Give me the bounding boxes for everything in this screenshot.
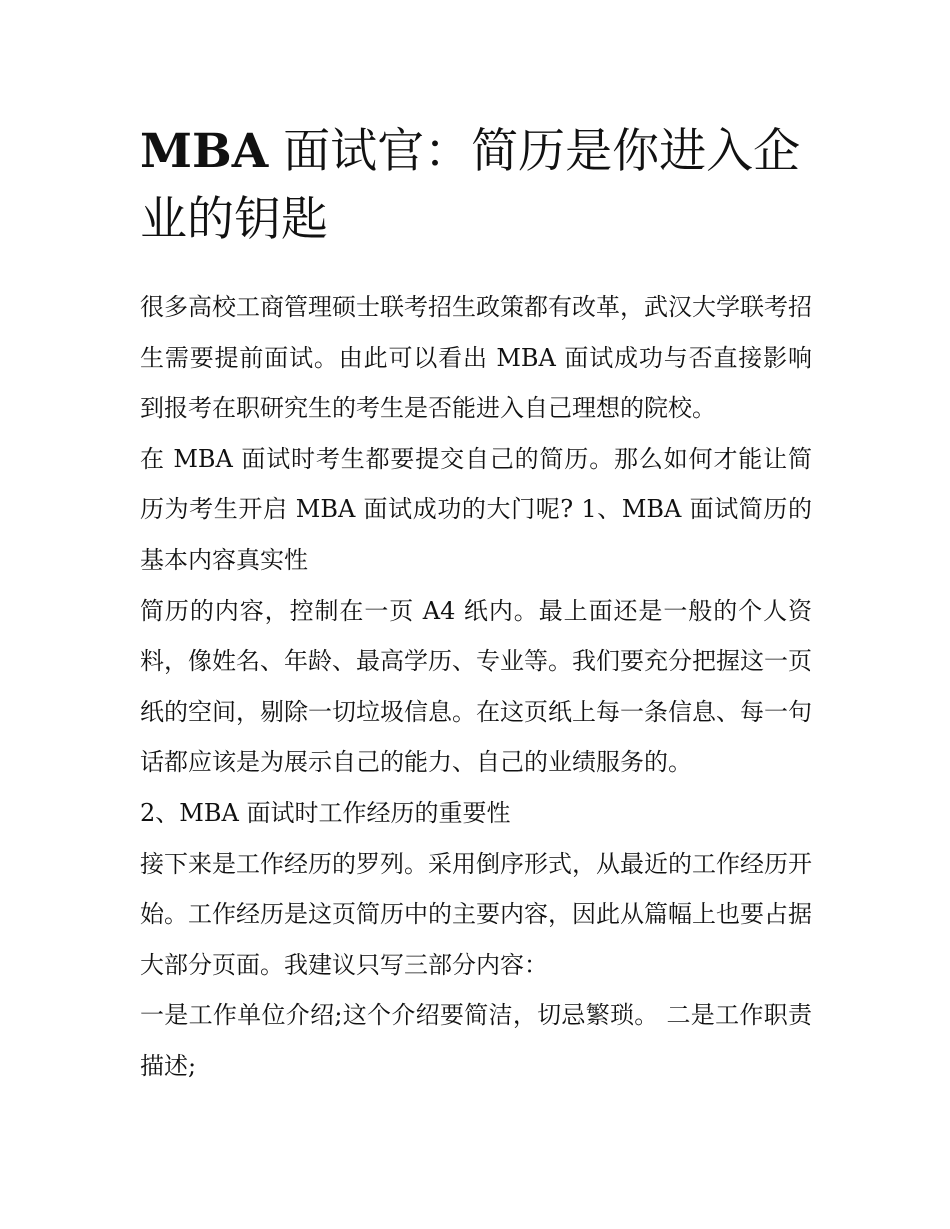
title-text: 面试官：简历是你进入企业的钥匙: [140, 124, 801, 247]
document-title: [140, 118, 812, 254]
paragraph-resume-content: 简历的内容，控制在一页 A4 纸内。最上面还是一般的个人资料，像姓名、年龄、最高学历、专业等。我们要充分把握这一页纸的空间，剔除一切垃圾信息。在这页纸上每一条信息、每一句话都应该是为展示自己的能力、自己的业绩服务的。: [140, 596, 812, 777]
paragraph-resume-submission: 在 MBA 面试时考生都要提交自己的简历。那么如何才能让简历为考生开启 MBA 面试成功的大门呢? 1、MBA 面试简历的基本内容真实性: [140, 444, 812, 574]
document-body: [140, 282, 812, 1092]
paragraph-work-items: 一是工作单位介绍;这个介绍要简洁，切忌繁琐。 二是工作职责描述;: [140, 1001, 812, 1080]
document-page: [140, 118, 812, 1092]
title-mba: MBA: [140, 124, 269, 179]
section-heading-work-experience: 2、MBA 面试时工作经历的重要性: [140, 798, 511, 827]
paragraph-work-experience: 接下来是工作经历的罗列。采用倒序形式，从最近的工作经历开始。工作经历是这页简历中的主要内容，因此从篇幅上也要占据大部分页面。我建议只写三部分内容：: [140, 849, 812, 979]
paragraph-intro: 很多高校工商管理硕士联考招生政策都有改革，武汉大学联考招生需要提前面试。由此可以看出 MBA 面试成功与否直接影响到报考在职研究生的考生是否能进入自己理想的院校。: [140, 293, 812, 423]
